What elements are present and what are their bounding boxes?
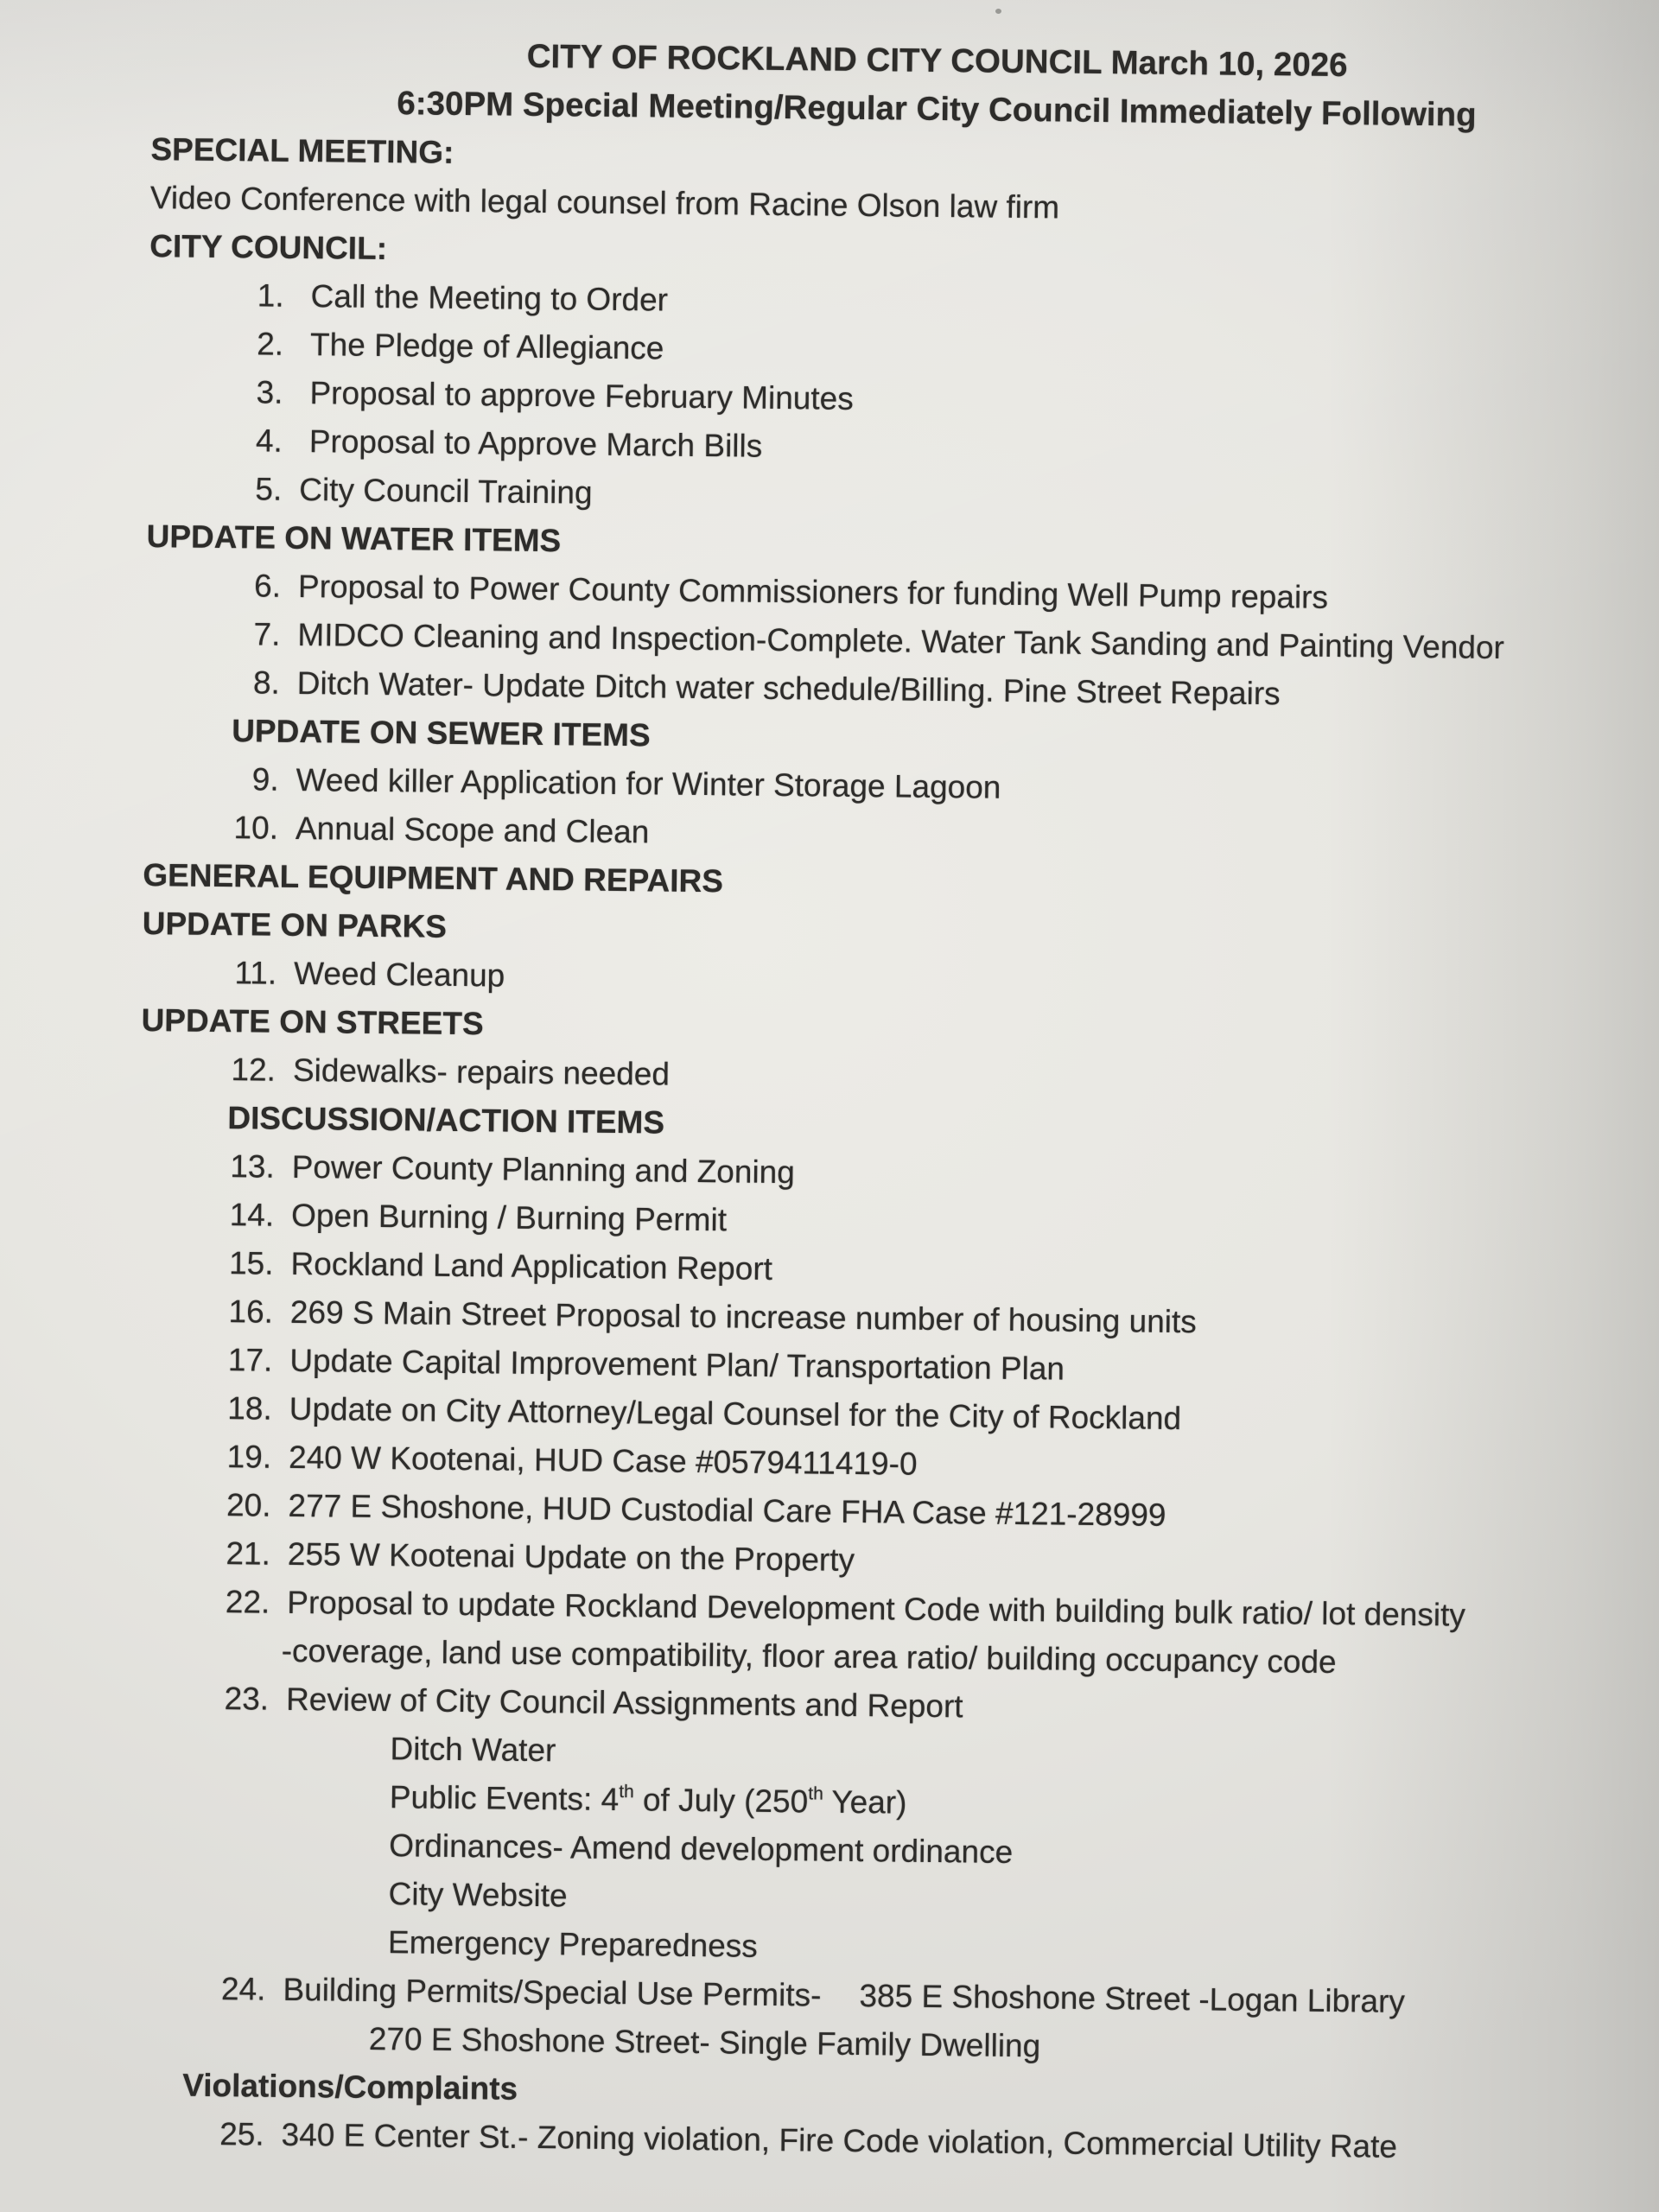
item-text: The Pledge of Allegiance <box>309 327 664 366</box>
item-text: 240 W Kootenai, HUD Case #0579411419-0 <box>288 1439 918 1482</box>
item-number: 3. <box>256 374 283 410</box>
item-number: 25. <box>219 2116 264 2152</box>
assignment-city-website: City Website <box>388 1876 568 1914</box>
item-text: Proposal to update Rockland Development Code with building bulk ratio/ lot density <box>287 1584 1466 1633</box>
item-text: Update on City Attorney/Legal Counsel for the City of Rockland <box>289 1390 1182 1437</box>
agenda-item-22-continuation: -coverage, land use compatibility, floor area ratio/ building occupancy code <box>281 1632 1337 1681</box>
item-text: 277 E Shoshone, HUD Custodial Care FHA Case #121-28999 <box>288 1487 1166 1533</box>
item-24-text-part1: Building Permits/Special Use Permits- <box>283 1971 822 2013</box>
item-number: 9. <box>251 761 279 798</box>
item-number: 18. <box>227 1390 272 1427</box>
item-number: 1. <box>257 277 284 314</box>
item-number: 19. <box>226 1439 272 1475</box>
public-events-superscript-2: th <box>808 1783 823 1804</box>
item-number: 5. <box>255 471 283 507</box>
item-number: 13. <box>230 1148 275 1185</box>
item-number: 16. <box>228 1294 274 1330</box>
item-text: Power County Planning and Zoning <box>291 1148 796 1191</box>
item-number: 12. <box>231 1052 276 1088</box>
assignment-ditch-water: Ditch Water <box>390 1731 556 1769</box>
item-number: 8. <box>252 664 281 701</box>
assignment-emergency-preparedness: Emergency Preparedness <box>387 1924 759 1964</box>
section-heading-sewer-items: UPDATE ON SEWER ITEMS <box>231 713 651 753</box>
item-text: Ditch Water- Update Ditch water schedule/Billing. Pine Street Repairs <box>296 664 1281 712</box>
item-number: 22. <box>225 1584 270 1620</box>
section-heading-city-council: CITY COUNCIL: <box>149 228 388 267</box>
document-title-line2: 6:30PM Special Meeting/Regular City Council Immediately Following <box>397 85 1477 134</box>
item-number: 10. <box>233 810 279 846</box>
item-number: 17. <box>227 1342 273 1378</box>
item-text: Open Burning / Burning Permit <box>290 1197 728 1238</box>
public-events-text-post: Year) <box>823 1783 907 1821</box>
assignment-ordinances: Ordinances- Amend development ordinance <box>389 1827 1014 1870</box>
item-number: 6. <box>253 568 282 604</box>
item-text: Call the Meeting to Order <box>310 278 669 318</box>
item-number: 21. <box>226 1535 271 1572</box>
item-text: City Council Training <box>299 471 593 511</box>
item-number: 7. <box>253 616 281 652</box>
item-text: 255 W Kootenai Update on the Property <box>287 1535 855 1578</box>
public-events-text-pre: Public Events: 4 <box>389 1779 620 1818</box>
item-text: Weed Cleanup <box>293 955 505 994</box>
public-events-text-mid: of July (250 <box>633 1782 809 1820</box>
section-heading-violations-complaints: Violations/Complaints <box>182 2067 518 2107</box>
public-events-superscript-1: th <box>619 1781 634 1802</box>
item-number: 2. <box>256 326 284 362</box>
item-number: 20. <box>226 1487 271 1523</box>
item-number: 15. <box>228 1245 274 1281</box>
section-heading-parks: UPDATE ON PARKS <box>142 906 448 944</box>
item-number: 14. <box>229 1197 275 1233</box>
item-text: 269 S Main Street Proposal to increase number of housing units <box>289 1294 1198 1340</box>
item-number: 11. <box>234 955 277 991</box>
item-number: 23. <box>224 1681 270 1717</box>
item-text: MIDCO Cleaning and Inspection-Complete. Water Tank Sanding and Painting Vendor <box>297 616 1505 666</box>
item-number: 24. <box>220 1971 266 2007</box>
item-text: Proposal to approve February Minutes <box>309 375 854 416</box>
section-heading-general-equipment: GENERAL EQUIPMENT AND REPAIRS <box>143 857 724 899</box>
paper-speck <box>995 9 1001 14</box>
item-text: Sidewalks- repairs needed <box>292 1052 671 1092</box>
section-heading-special-meeting: SPECIAL MEETING: <box>150 131 454 170</box>
section-heading-streets: UPDATE ON STREETS <box>141 1002 484 1042</box>
item-text: Weed killer Application for Winter Storage Lagoon <box>296 761 1001 805</box>
item-text: Proposal to Approve March Bills <box>308 423 763 464</box>
item-text: Rockland Land Application Report <box>290 1245 773 1287</box>
agenda-item-24-continuation: 270 E Shoshone Street- Single Family Dwelling <box>368 2020 1041 2064</box>
section-heading-water-items: UPDATE ON WATER ITEMS <box>146 518 562 559</box>
item-24-text-part2: 385 E Shoshone Street -Logan Library <box>859 1978 1406 2019</box>
section-heading-discussion-action: DISCUSSION/ACTION ITEMS <box>227 1100 665 1141</box>
item-text: Update Capital Improvement Plan/ Transportation Plan <box>289 1342 1065 1387</box>
item-number: 4. <box>255 423 283 459</box>
agenda-content <box>0 27 1659 2174</box>
special-meeting-description: Video Conference with legal counsel from Racine Olson law firm <box>149 180 1060 226</box>
item-text: Review of City Council Assignments and Report <box>285 1681 963 1725</box>
item-text: 340 E Center St.- Zoning violation, Fire Code violation, Commercial Utility Rate <box>281 2116 1398 2164</box>
item-text: Proposal to Power County Commissioners for funding Well Pump repairs <box>297 568 1329 615</box>
document-title-line1: CITY OF ROCKLAND CITY COUNCIL March 10, 2026 <box>526 37 1348 85</box>
item-text: Annual Scope and Clean <box>295 810 650 850</box>
